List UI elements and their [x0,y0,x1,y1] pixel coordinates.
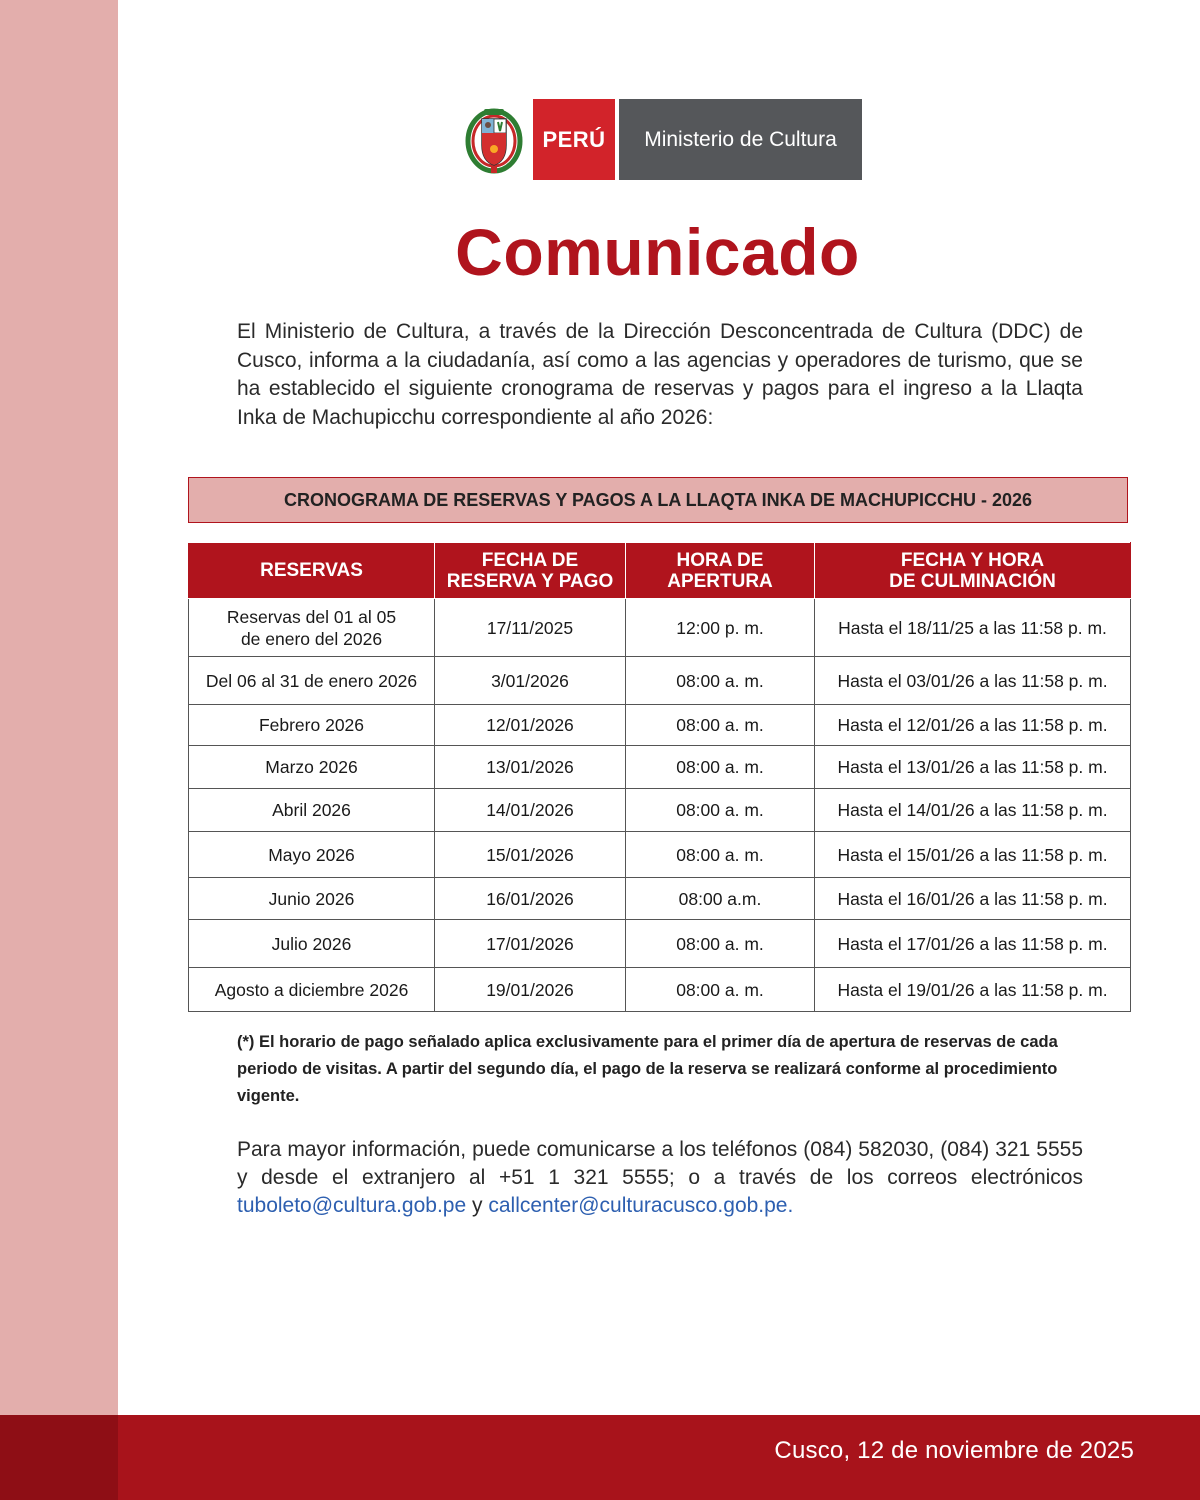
table-row [189,789,1131,832]
table-row [189,705,1131,746]
cell-reservas: Abril 2026 [189,789,435,832]
header-line: HORA DE [676,549,764,571]
cell-reservas: Junio 2026 [189,878,435,920]
table-row [189,920,1131,968]
cell-fecha: 13/01/2026 [435,746,626,789]
cell-culminacion: Hasta el 19/01/26 a las 11:58 p. m. [815,968,1131,1012]
peru-label: PERÚ [533,99,615,180]
cell-fecha: 17/01/2026 [435,920,626,968]
header-fecha-culminacion [815,543,1131,599]
cell-hora: 08:00 a.m. [626,878,815,920]
header-line: RESERVA Y PAGO [446,570,614,592]
table-row [189,968,1131,1012]
cell-culminacion: Hasta el 12/01/26 a las 11:58 p. m. [815,705,1131,746]
contact-text: Para mayor información, puede comunicarse a los teléfonos (084) 582030, (084) 321 5555 y desde el extranjero al +51 1 321 5555; o a través de los correos electrónicos [237,1138,1083,1189]
email-link-tuboleto[interactable]: tuboleto@cultura.gob.pe [237,1194,467,1217]
contact-joiner: y [472,1194,483,1217]
table-row [189,657,1131,705]
cell-culminacion: Hasta el 18/11/25 a las 11:58 p. m. [815,599,1131,657]
header-reservas [189,543,435,599]
cell-culminacion: Hasta el 17/01/26 a las 11:58 p. m. [815,920,1131,968]
cell-fecha: 15/01/2026 [435,832,626,878]
cell-hora: 08:00 a. m. [626,920,815,968]
cell-fecha: 14/01/2026 [435,789,626,832]
cell-culminacion: Hasta el 16/01/26 a las 11:58 p. m. [815,878,1131,920]
cell-culminacion: Hasta el 13/01/26 a las 11:58 p. m. [815,746,1131,789]
cell-hora: 08:00 a. m. [626,657,815,705]
cell-fecha: 3/01/2026 [435,657,626,705]
cell-reservas: Febrero 2026 [189,705,435,746]
cell-fecha: 12/01/2026 [435,705,626,746]
cell-reservas: Mayo 2026 [189,832,435,878]
schedule-banner: CRONOGRAMA DE RESERVAS Y PAGOS A LA LLAQTA INKA DE MACHUPICCHU - 2026 [188,477,1128,523]
cell-fecha: 17/11/2025 [435,599,626,657]
footer-date: Cusco, 12 de noviembre de 2025 [774,1437,1134,1464]
intro-paragraph: El Ministerio de Cultura, a través de la Dirección Desconcentrada de Cultura (DDC) de Cusco, informa a la ciudadanía, así como a las agencias y operadores de turismo, que se ha establecido el siguiente cronograma de reservas y pagos para el ingreso a la Llaqta Inka de Machupicchu correspondiente al año 2026: [237,320,1083,429]
header-hora-apertura [626,543,815,599]
header-line: FECHA DE [481,549,579,571]
cell-reservas [189,599,435,657]
cell-fecha: 16/01/2026 [435,878,626,920]
cell-hora: 08:00 a. m. [626,789,815,832]
table-header-row [189,543,1131,599]
ministry-label: Ministerio de Cultura [619,99,862,180]
header-line: DE CULMINACIÓN [889,570,1056,592]
footer-band [0,1415,1200,1500]
cell-hora: 08:00 a. m. [626,832,815,878]
cell-culminacion: Hasta el 03/01/26 a las 11:58 p. m. [815,657,1131,705]
cell-hora: 12:00 p. m. [626,599,815,657]
cell-hora: 08:00 a. m. [626,705,815,746]
cell-reservas: Marzo 2026 [189,746,435,789]
page-title: Comunicado [455,215,860,289]
table-row [189,832,1131,878]
table-row [189,746,1131,789]
header-line: RESERVAS [260,560,363,581]
footer-corner-block [0,1415,118,1500]
cell-reservas: Agosto a diciembre 2026 [189,968,435,1012]
cell-reservas: Del 06 al 31 de enero 2026 [189,657,435,705]
cell-fecha: 19/01/2026 [435,968,626,1012]
header-fecha-reserva [435,543,626,599]
table-row [189,599,1131,657]
cell-hora: 08:00 a. m. [626,746,815,789]
cell-text: Reservas del 01 al 05 de enero del 2026 [226,606,397,649]
left-decorative-band [0,0,118,1415]
footnote: (*) El horario de pago señalado aplica exclusivamente para el primer día de apertura de reservas de cada periodo de visitas. A partir del segundo día, el pago de la reserva se realizará conforme al procedimiento vigente. [237,1033,1058,1105]
schedule-table [188,542,1131,1012]
coat-of-arms-icon [462,105,526,175]
header-line: FECHA Y HORA [900,549,1045,571]
table-row [189,878,1131,920]
cell-culminacion: Hasta el 15/01/26 a las 11:58 p. m. [815,832,1131,878]
contact-paragraph [237,1136,1083,1220]
cell-culminacion: Hasta el 14/01/26 a las 11:58 p. m. [815,789,1131,832]
cell-hora: 08:00 a. m. [626,968,815,1012]
cell-reservas: Julio 2026 [189,920,435,968]
email-link-callcenter[interactable]: callcenter@culturacusco.gob.pe. [488,1194,794,1217]
ministry-logo [462,99,862,180]
header-line: APERTURA [667,570,773,592]
